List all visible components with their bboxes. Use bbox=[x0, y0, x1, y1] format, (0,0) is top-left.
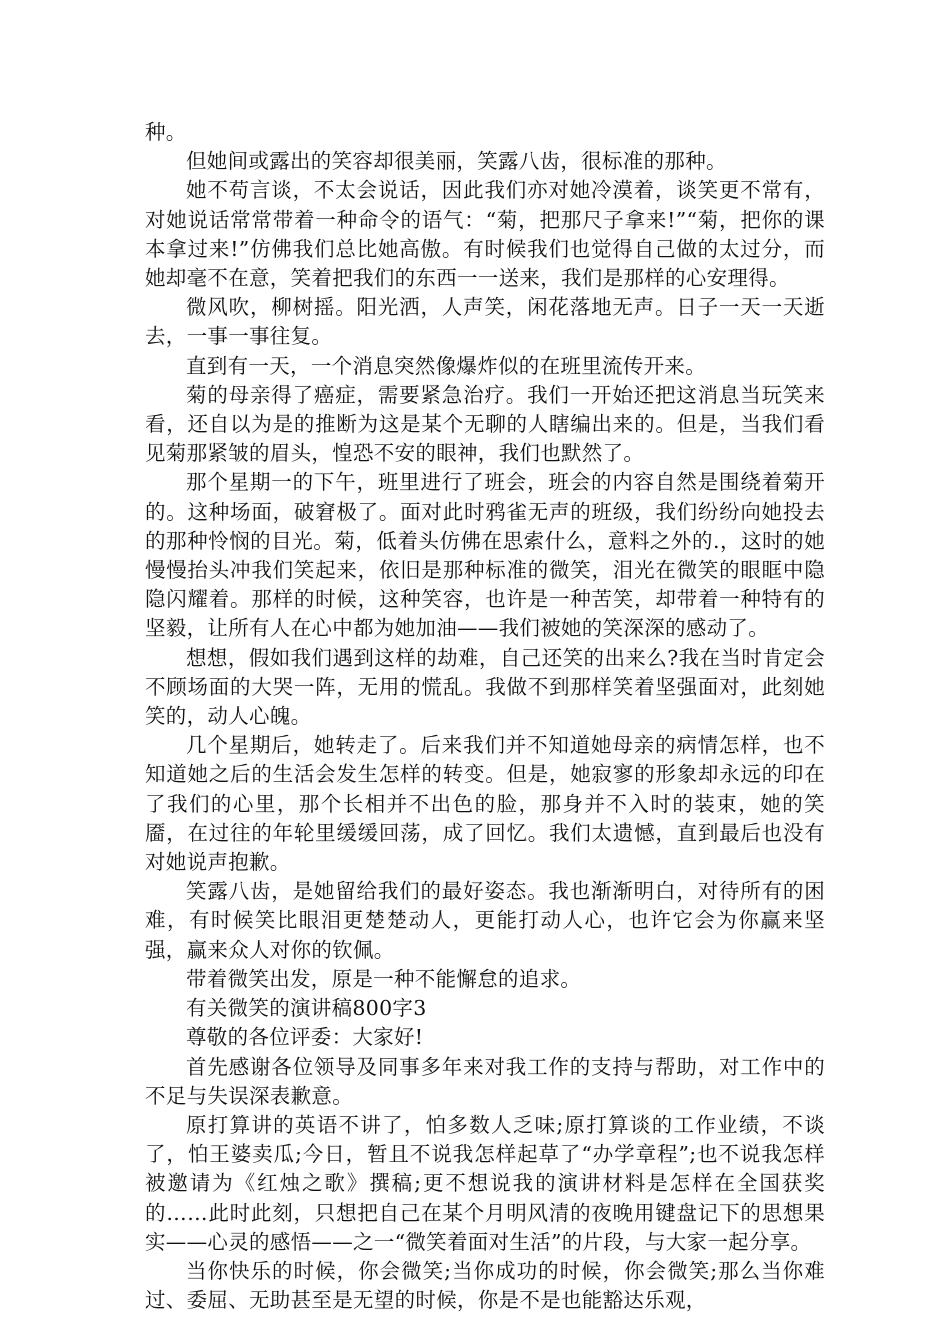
paragraph: 首先感谢各位领导及同事多年来对我工作的支持与帮助，对工作中的不足与失误深表歉意。 bbox=[145, 1054, 825, 1108]
paragraph: 微风吹，柳树摇。阳光洒，人声笑，闲花落地无声。日子一天一天逝去，一事一事往复。 bbox=[145, 295, 825, 349]
section-heading: 有关微笑的演讲稿800字3 bbox=[186, 996, 427, 1021]
paragraph: 那个星期一的下午，班里进行了班会，班会的内容自然是围绕着菊开的。这种场面，破窘极了。面对此时鸦雀无声的班级，我们纷纷向她投去的那种怜悯的目光。菊，低着头仿佛在思索什么，意料之外的.，这时的她慢慢抬头冲我们笑起来，依旧是那种标准的微笑，泪光在微笑的眼眶中隐隐闪耀着。那样的时候，这种笑容，也许是一种苦笑，却带着一种特有的坚毅，让所有人在心中都为她加油——我们被她的笑深深的感动了。 bbox=[145, 470, 825, 641]
paragraph: 原打算讲的英语不讲了，怕多数人乏味;原打算谈的工作业绩，不谈了，怕王婆卖瓜;今日，暂且不说我怎样起草了“办学章程”;也不说我怎样被邀请为《红烛之歌》撰稿;更不想说我的演讲材料是怎样在全国获奖的……此时此刻，只想把自己在某个月明风清的夜晚用键盘记下的思想果实——心灵的感悟——之一“微笑着面对生活”的片段，与大家一起分享。 bbox=[145, 1112, 825, 1254]
paragraph: 她不苟言谈，不太会说话，因此我们亦对她冷漠着，谈笑更不常有，对她说话常常带着一种命令的语气：“菊，把那尺子拿来!”“菊，把你的课本拿过来!”仿佛我们总比她高傲。有时候我们也觉得自己做的太过分，而她却毫不在意，笑着把我们的东西一一送来，我们是那样的心安理得。 bbox=[145, 178, 825, 291]
paragraph: 笑露八齿，是她留给我们的最好姿态。我也渐渐明白，对待所有的困难，有时候笑比眼泪更楚楚动人，更能打动人心，也许它会为你赢来坚强，赢来众人对你的钦佩。 bbox=[145, 879, 825, 962]
paragraph: 带着微笑出发，原是一种不能懈怠的追求。 bbox=[186, 966, 582, 991]
paragraph: 当你快乐的时候，你会微笑;当你成功的时候，你会微笑;那么当你难过、委屈、无助甚至是无望的时候，你是不是也能豁达乐观， bbox=[145, 1258, 825, 1313]
paragraph: 直到有一天，一个消息突然像爆炸似的在班里流传开来。 bbox=[186, 353, 706, 378]
paragraph: 但她间或露出的笑容却很美丽，笑露八齿，很标准的那种。 bbox=[186, 149, 727, 174]
paragraph: 想想，假如我们遇到这样的劫难，自己还笑的出来么?我在当时肯定会不顾场面的大哭一阵，无用的慌乱。我做不到那样笑着坚强面对，此刻她笑的，动人心魄。 bbox=[145, 645, 825, 729]
paragraph: 种。 bbox=[145, 120, 187, 144]
paragraph: 菊的母亲得了癌症，需要紧急治疗。我们一开始还把这消息当玩笑来看，还自以为是的推断为这是某个无聊的人瞎编出来的。但是，当我们看见菊那紧皱的眉头，惶恐不安的眼神，我们也默然了。 bbox=[145, 382, 825, 466]
salutation: 尊敬的各位评委：大家好! bbox=[186, 1025, 424, 1050]
paragraph: 几个星期后，她转走了。后来我们并不知道她母亲的病情怎样，也不知道她之后的生活会发生怎样的转变。但是，她寂寥的形象却永远的印在了我们的心里，那个长相并不出色的脸，那身并不入时的装束，她的笑靥，在过往的年轮里缓缓回荡，成了回忆。我们太遗憾，直到最后也没有对她说声抱歉。 bbox=[145, 733, 825, 875]
document-body bbox=[145, 118, 825, 1315]
